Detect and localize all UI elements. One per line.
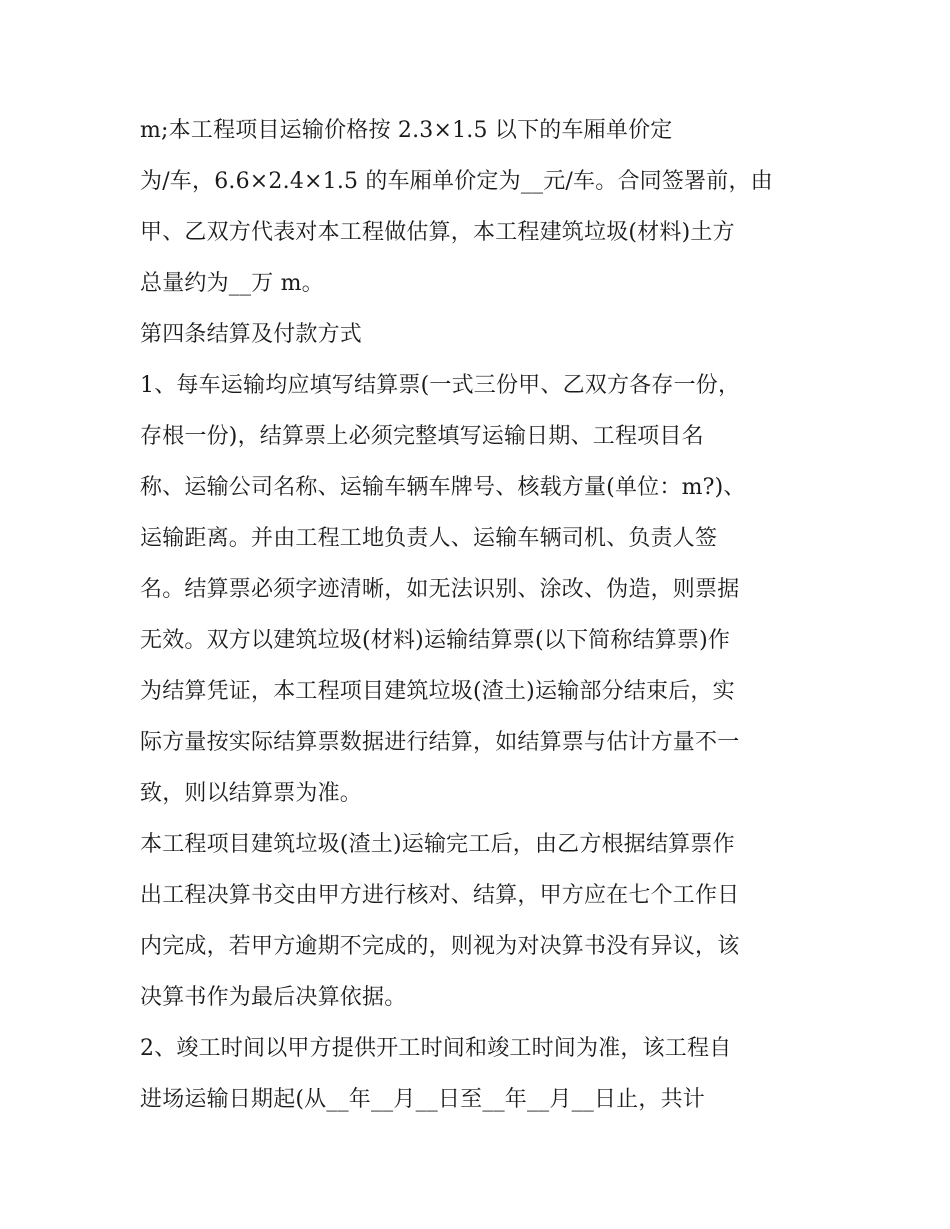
text-line: 出工程决算书交由甲方进行核对、结算，甲方应在七个工作日: [140, 883, 740, 908]
text-line: 致，则以结算票为准。: [140, 781, 363, 806]
text-line: 为/车，6.6×2.4×1.5 的车厢单价定为__元/车。合同签署前，由: [140, 169, 773, 194]
text-line: 甲、乙双方代表对本工程做估算，本工程建筑垃圾(材料)土方: [140, 220, 735, 245]
text-line: 1、每车运输均应填写结算票(一式三份甲、乙双方各存一份，: [140, 373, 741, 398]
text-line: 总量约为__万 m。: [140, 271, 324, 296]
text-line: 进场运输日期起(从__年__月__日至__年__月__日止，共计: [140, 1087, 705, 1112]
text-line: 决算书作为最后决算依据。: [140, 985, 407, 1010]
text-line: 称、运输公司名称、运输车辆车牌号、核载方量(单位：m?)、: [140, 475, 746, 500]
text-line: 无效。双方以建筑垃圾(材料)运输结算票(以下简称结算票)作: [140, 628, 731, 653]
text-line: m;本工程项目运输价格按 2.3×1.5 以下的车厢单价定: [140, 118, 673, 143]
text-line: 为结算凭证，本工程项目建筑垃圾(渣土)运输部分结束后，实: [140, 679, 735, 704]
text-line: 运输距离。并由工程工地负责人、运输车辆司机、负责人签: [140, 526, 718, 551]
text-line: 际方量按实际结算票数据进行结算，如结算票与估计方量不一: [140, 730, 740, 755]
text-line: 名。结算票必须字迹清晰，如无法识别、涂改、伪造，则票据: [140, 577, 740, 602]
text-line: 内完成，若甲方逾期不完成的，则视为对决算书没有异议，该: [140, 934, 740, 959]
text-line: 本工程项目建筑垃圾(渣土)运输完工后，由乙方根据结算票作: [140, 832, 735, 857]
document-body: [140, 105, 820, 1125]
text-line: 存根一份)，结算票上必须完整填写运输日期、工程项目名: [140, 424, 704, 449]
text-line: 2、竣工时间以甲方提供开工时间和竣工时间为准，该工程自: [140, 1036, 732, 1061]
section-heading: 第四条结算及付款方式: [140, 322, 363, 347]
